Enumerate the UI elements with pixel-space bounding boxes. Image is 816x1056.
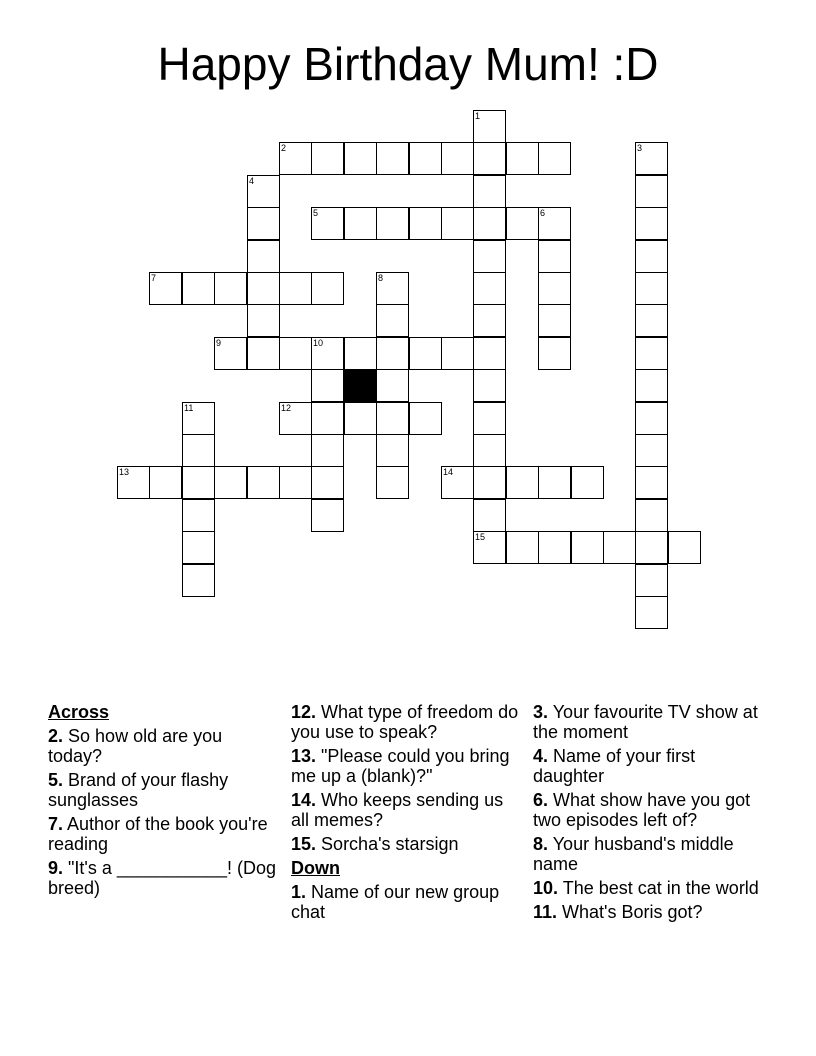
grid-cell[interactable] — [311, 402, 344, 435]
cell-number: 12 — [281, 403, 292, 413]
grid-cell[interactable] — [473, 240, 506, 273]
grid-cell[interactable] — [635, 402, 668, 435]
grid-cell[interactable] — [409, 207, 442, 240]
down-heading: Down — [291, 858, 340, 878]
grid-cell[interactable] — [344, 207, 377, 240]
grid-cell[interactable] — [214, 272, 247, 305]
clue-number: 15. — [291, 834, 317, 854]
clue-across-2 — [48, 726, 280, 766]
clue-number: 4. — [533, 746, 549, 766]
clue-number: 3. — [533, 702, 549, 722]
grid-cell[interactable] — [311, 337, 344, 370]
clue-number: 6. — [533, 790, 549, 810]
grid-cell[interactable] — [473, 110, 506, 143]
clue-column-2 — [291, 702, 523, 926]
clue-text: The best cat in the world — [562, 878, 759, 898]
grid-cell[interactable] — [376, 207, 409, 240]
clue-across-9 — [48, 858, 280, 898]
grid-cell[interactable] — [506, 207, 539, 240]
grid-cell[interactable] — [635, 434, 668, 467]
cell-number: 13 — [119, 467, 130, 477]
clue-text: Brand of your flashy sunglasses — [48, 770, 229, 810]
grid-cell[interactable] — [279, 337, 312, 370]
clue-text: What show have you got two episodes left of? — [533, 790, 751, 830]
grid-cell[interactable] — [635, 499, 668, 532]
grid-cell[interactable] — [279, 402, 312, 435]
grid-cell[interactable] — [376, 402, 409, 435]
grid-cell[interactable] — [149, 466, 182, 499]
clue-number: 7. — [48, 814, 64, 834]
clue-across-12 — [291, 702, 523, 742]
grid-cell[interactable] — [635, 142, 668, 175]
grid-cell[interactable] — [538, 207, 571, 240]
clue-number: 8. — [533, 834, 549, 854]
grid-cell[interactable] — [182, 402, 215, 435]
grid-cell[interactable] — [182, 466, 215, 499]
grid-cell[interactable] — [182, 272, 215, 305]
grid-cell[interactable] — [376, 304, 409, 337]
grid-cell[interactable] — [635, 369, 668, 402]
grid-cell[interactable] — [635, 337, 668, 370]
grid-cell[interactable] — [311, 272, 344, 305]
grid-cell[interactable] — [538, 531, 571, 564]
grid-cell[interactable] — [473, 402, 506, 435]
page-title: Happy Birthday Mum! :D — [157, 38, 659, 90]
grid-cell[interactable] — [344, 337, 377, 370]
grid-cell[interactable] — [182, 499, 215, 532]
grid-cell[interactable] — [603, 531, 636, 564]
grid-cell[interactable] — [473, 434, 506, 467]
grid-cell[interactable] — [473, 337, 506, 370]
cell-number: 4 — [249, 176, 255, 186]
clue-text: Sorcha's starsign — [321, 834, 459, 854]
grid-cell[interactable] — [344, 402, 377, 435]
cell-number: 15 — [475, 532, 486, 542]
clue-down-6 — [533, 790, 765, 830]
grid-cell[interactable] — [279, 142, 312, 175]
grid-cell[interactable] — [311, 142, 344, 175]
clue-text: So how old are you today? — [48, 726, 223, 766]
clue-across-14 — [291, 790, 523, 830]
clue-column-3 — [533, 702, 765, 926]
grid-cell[interactable] — [538, 142, 571, 175]
cell-number: 2 — [281, 143, 287, 153]
cell-number: 11 — [184, 403, 194, 413]
clue-number: 5. — [48, 770, 64, 790]
grid-cell[interactable] — [214, 337, 247, 370]
clue-down-4 — [533, 746, 765, 786]
clue-number: 11. — [533, 902, 558, 922]
cell-number: 10 — [313, 338, 324, 348]
clue-column-1 — [48, 702, 280, 902]
cell-number: 8 — [378, 273, 384, 283]
clue-number: 1. — [291, 882, 307, 902]
grid-cell[interactable] — [441, 337, 474, 370]
clue-text: Name of your first daughter — [533, 746, 696, 786]
grid-cell[interactable] — [635, 466, 668, 499]
grid-cell[interactable] — [473, 531, 506, 564]
clue-across-15 — [291, 834, 523, 854]
grid-cell[interactable] — [473, 304, 506, 337]
grid-cell[interactable] — [214, 466, 247, 499]
grid-cell[interactable] — [409, 402, 442, 435]
grid-cell[interactable] — [376, 337, 409, 370]
clue-text: Who keeps sending us all memes? — [291, 790, 504, 830]
grid-cell[interactable] — [117, 466, 150, 499]
clue-number: 2. — [48, 726, 64, 746]
grid-cell[interactable] — [311, 369, 344, 402]
clue-number: 14. — [291, 790, 317, 810]
clue-down-3 — [533, 702, 765, 742]
clue-number: 9. — [48, 858, 64, 878]
grid-cell[interactable] — [635, 175, 668, 208]
grid-cell[interactable] — [571, 531, 604, 564]
grid-cell[interactable] — [538, 240, 571, 273]
clue-text: "It's a ___________! (Dog breed) — [48, 858, 277, 898]
grid-cell[interactable] — [149, 272, 182, 305]
grid-cell[interactable] — [635, 240, 668, 273]
grid-cell[interactable] — [538, 304, 571, 337]
cell-number: 7 — [151, 273, 157, 283]
cell-number: 9 — [216, 338, 222, 348]
cell-number: 6 — [540, 208, 546, 218]
grid-cell[interactable] — [182, 531, 215, 564]
cell-number: 1 — [475, 111, 481, 121]
grid-cell[interactable] — [635, 304, 668, 337]
cell-number: 14 — [443, 467, 454, 477]
grid-cell[interactable] — [473, 142, 506, 175]
grid-cell[interactable] — [441, 142, 474, 175]
clue-number: 12. — [291, 702, 317, 722]
grid-cell[interactable] — [344, 142, 377, 175]
clue-down-8 — [533, 834, 765, 874]
clue-number: 13. — [291, 746, 317, 766]
grid-cell[interactable] — [247, 337, 280, 370]
clue-text: Name of our new group chat — [291, 882, 500, 922]
across-heading: Across — [48, 702, 110, 722]
grid-cell[interactable] — [376, 272, 409, 305]
grid-cell[interactable] — [279, 272, 312, 305]
grid-cell[interactable] — [311, 207, 344, 240]
grid-cell[interactable] — [311, 499, 344, 532]
grid-cell[interactable] — [635, 272, 668, 305]
clue-across-13 — [291, 746, 523, 786]
grid-cell[interactable] — [506, 466, 539, 499]
clue-text: Your husband's middle name — [533, 834, 734, 874]
grid-cell[interactable] — [538, 272, 571, 305]
grid-cell[interactable] — [247, 272, 280, 305]
clue-text: Your favourite TV show at the moment — [533, 702, 758, 742]
cell-number: 5 — [313, 208, 319, 218]
grid-cell[interactable] — [247, 466, 280, 499]
grid-cell[interactable] — [538, 337, 571, 370]
grid-cell[interactable] — [441, 207, 474, 240]
grid-cell[interactable] — [506, 142, 539, 175]
grid-cell[interactable] — [635, 596, 668, 629]
grid-cell[interactable] — [279, 466, 312, 499]
clue-down-10 — [533, 878, 765, 898]
grid-cell[interactable] — [473, 175, 506, 208]
grid-cell[interactable] — [409, 142, 442, 175]
grid-cell[interactable] — [441, 466, 474, 499]
clue-down-11 — [533, 902, 765, 922]
grid-cell[interactable] — [473, 369, 506, 402]
grid-cell[interactable] — [668, 531, 701, 564]
grid-cell[interactable] — [376, 466, 409, 499]
clue-text: Author of the book you're reading — [48, 814, 268, 854]
grid-cell[interactable] — [311, 434, 344, 467]
grid-cell[interactable] — [247, 207, 280, 240]
grid-cell[interactable] — [182, 564, 215, 597]
grid-cell[interactable] — [409, 337, 442, 370]
cell-number: 3 — [637, 143, 643, 153]
grid-cell[interactable] — [247, 175, 280, 208]
grid-cell[interactable] — [376, 142, 409, 175]
grid-cell[interactable] — [571, 466, 604, 499]
clue-number: 10. — [533, 878, 559, 898]
grid-cell[interactable] — [473, 499, 506, 532]
grid-cell[interactable] — [473, 466, 506, 499]
grid-cell[interactable] — [376, 434, 409, 467]
grid-cell[interactable] — [247, 240, 280, 273]
grid-cell[interactable] — [376, 369, 409, 402]
clue-text: What type of freedom do you use to speak? — [291, 702, 519, 742]
grid-cell[interactable] — [635, 207, 668, 240]
grid-cell[interactable] — [635, 564, 668, 597]
clue-across-5 — [48, 770, 280, 810]
clue-text: What's Boris got? — [562, 902, 703, 922]
black-cell — [344, 369, 377, 402]
grid-cell[interactable] — [473, 207, 506, 240]
grid-cell[interactable] — [635, 531, 668, 564]
clue-text: "Please could you bring me up a (blank)?" — [291, 746, 510, 786]
grid-cell[interactable] — [311, 466, 344, 499]
grid-cell[interactable] — [506, 531, 539, 564]
grid-cell[interactable] — [538, 466, 571, 499]
grid-cell[interactable] — [473, 272, 506, 305]
grid-cell[interactable] — [182, 434, 215, 467]
clue-across-7 — [48, 814, 280, 854]
grid-cell[interactable] — [247, 304, 280, 337]
clue-down-1 — [291, 882, 523, 922]
